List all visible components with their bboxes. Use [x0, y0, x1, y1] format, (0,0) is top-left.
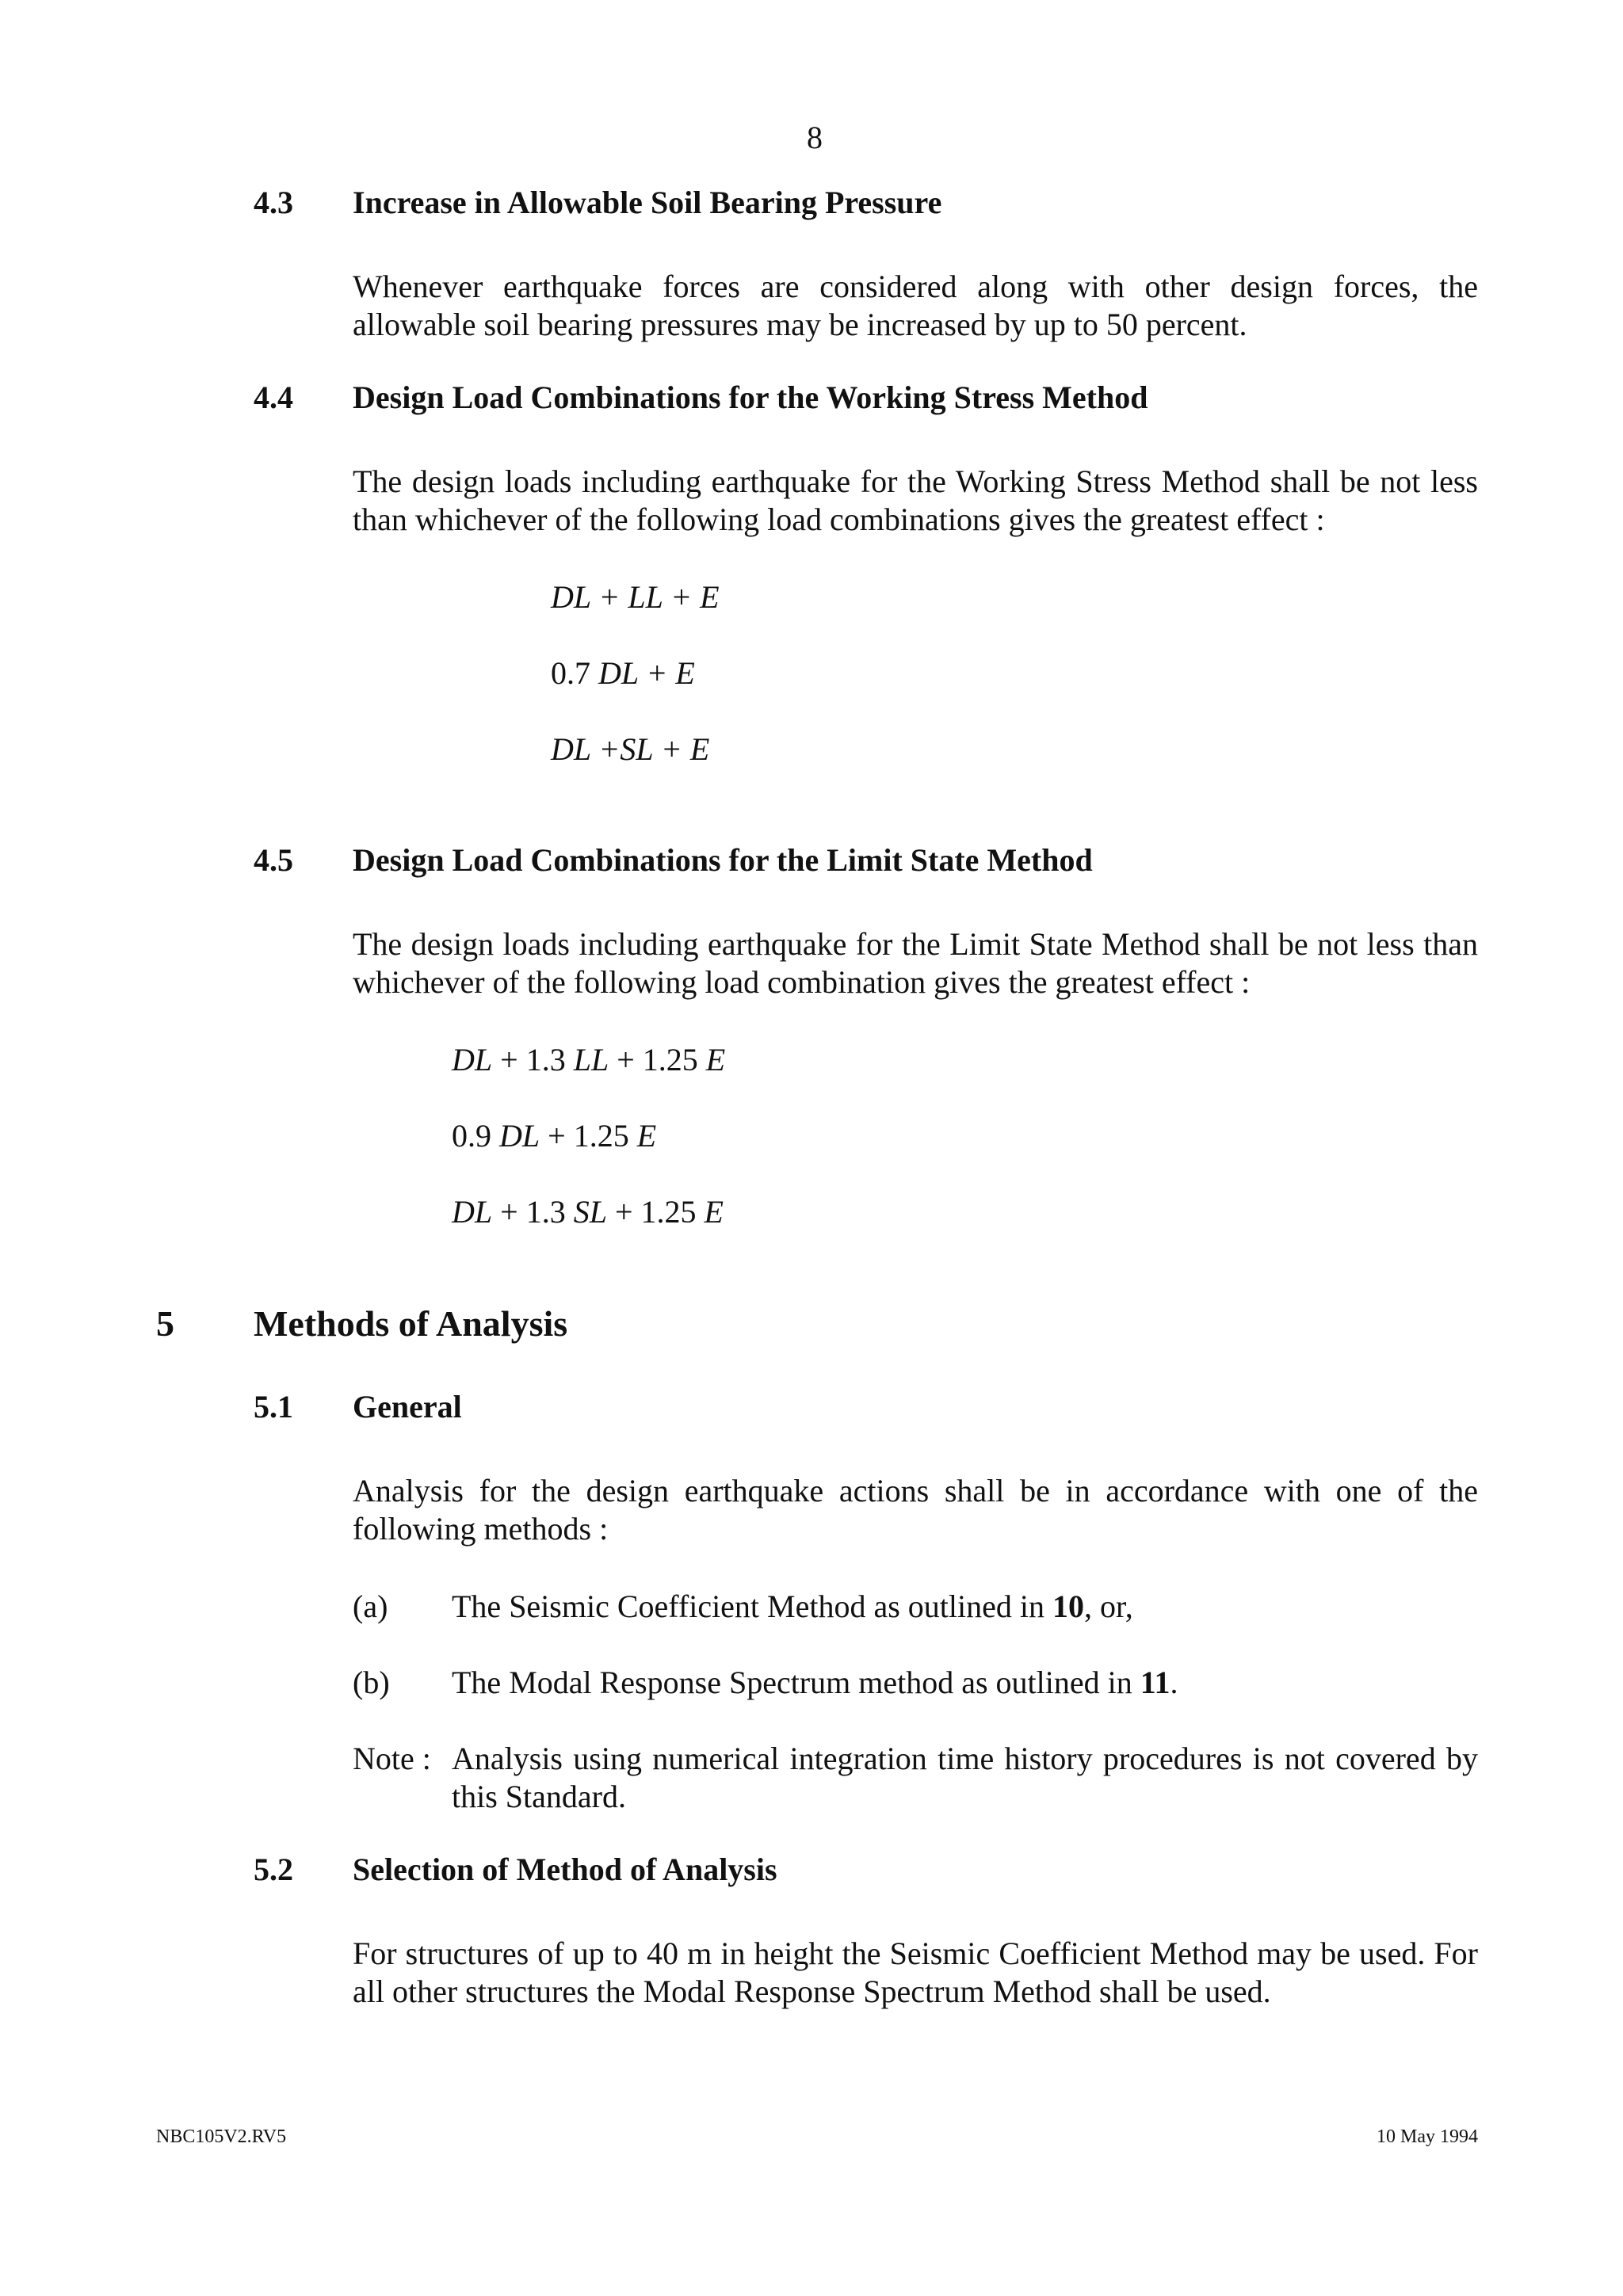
chapter-5-title: Methods of Analysis — [254, 1303, 568, 1344]
section-5-2-title: Selection of Method of Analysis — [353, 1852, 777, 1887]
section-5-1-title: General — [353, 1389, 462, 1425]
note-label: Note : — [353, 1741, 431, 1776]
footer-date: 10 May 1994 — [1377, 2126, 1478, 2147]
section-4-4-title: Design Load Combinations for the Working Stress Method — [353, 379, 1148, 415]
list-item-b-text: The Modal Response Spectrum method as outlined in 11. — [452, 1665, 1178, 1700]
note-text: Analysis using numerical integration time history procedures is not covered by this Standard. — [452, 1741, 1478, 1814]
section-4-5-body: The design loads including earthquake for the Limit State Method shall be not less than whichever of the following load combination gives the greatest effect : — [353, 926, 1478, 1000]
footer-document-id: NBC105V2.RV5 — [156, 2126, 287, 2147]
section-4-4-number: 4.4 — [254, 379, 293, 415]
lsm-combination-3: DL + 1.3 SL + 1.25 E — [452, 1194, 724, 1230]
lsm-combination-2: 0.9 DL + 1.25 E — [452, 1118, 657, 1154]
wsm-combination-3: DL +SL + E — [551, 731, 710, 767]
section-4-3-number: 4.3 — [254, 185, 293, 220]
section-4-3-title: Increase in Allowable Soil Bearing Pressure — [353, 185, 942, 220]
lsm-combination-1: DL + 1.3 LL + 1.25 E — [452, 1042, 726, 1077]
section-4-3-body: Whenever earthquake forces are considered along with other design forces, the allowable soil bearing pressures may be increased by up to 50 percent. — [353, 269, 1478, 342]
section-4-5-number: 4.5 — [254, 842, 293, 878]
wsm-combination-1: DL + LL + E — [551, 579, 720, 615]
section-5-2-body: For structures of up to 40 m in height the Seismic Coefficient Method may be used. For all other structures the Modal Response Spectrum Method shall be used. — [353, 1936, 1478, 2009]
list-item-a-label: (a) — [353, 1589, 388, 1624]
list-item-a-text: The Seismic Coefficient Method as outlined in 10, or, — [452, 1589, 1133, 1624]
section-4-4-body: The design loads including earthquake for the Working Stress Method shall be not less than whichever of the following load combinations gives the greatest effect : — [353, 463, 1478, 537]
section-4-5-title: Design Load Combinations for the Limit State Method — [353, 842, 1093, 878]
page-number: 8 — [807, 120, 823, 155]
section-5-1-number: 5.1 — [254, 1389, 293, 1425]
section-5-2-number: 5.2 — [254, 1852, 293, 1887]
list-item-b-label: (b) — [353, 1665, 390, 1700]
section-5-1-body: Analysis for the design earthquake actions shall be in accordance with one of the following methods : — [353, 1473, 1478, 1547]
wsm-combination-2: 0.7 DL + E — [551, 655, 695, 691]
chapter-5-number: 5 — [156, 1303, 174, 1344]
